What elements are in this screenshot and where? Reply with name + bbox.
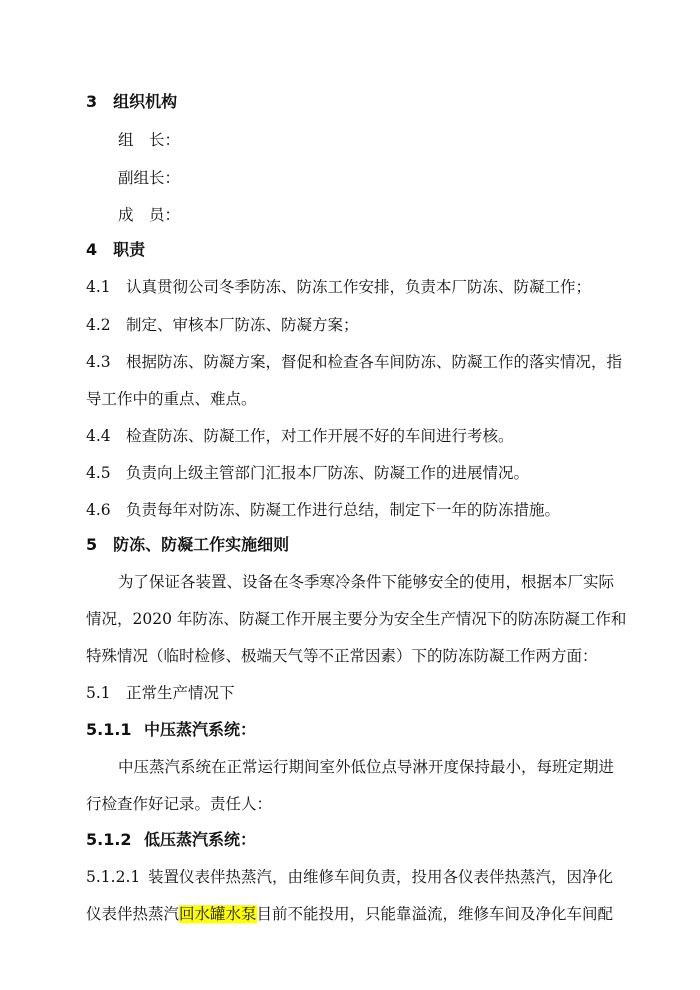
subsection-title: 低压蒸汽系统： bbox=[144, 830, 257, 849]
subsection-5-1-2-heading bbox=[86, 830, 256, 850]
org-leader: 组 长： bbox=[118, 131, 181, 149]
subsection-number: 5.1.1 bbox=[86, 720, 132, 739]
duty-text: 负责每年对防冻、防凝工作进行总结，制定下一年的防冻措施。 bbox=[126, 501, 561, 519]
clause-number: 5.1.2.1 bbox=[86, 868, 141, 886]
duty-text-continuation: 导工作中的重点、难点。 bbox=[86, 390, 257, 408]
duty-text: 认真贯彻公司冬季防冻、防冻工作安排，负责本厂防冻、防凝工作； bbox=[126, 278, 592, 296]
section-title: 防冻、防凝工作实施细则 bbox=[113, 535, 290, 554]
subsection-title: 中压蒸汽系统： bbox=[144, 720, 257, 739]
highlighted-text: 回水罐水泵 bbox=[179, 905, 257, 923]
section-5-heading bbox=[86, 535, 289, 555]
subsection-5-1-heading bbox=[86, 683, 235, 703]
paragraph-line: 行检查作好记录。责任人： bbox=[86, 795, 273, 813]
duty-item bbox=[86, 352, 622, 372]
intro-paragraph-line: 情况，2020 年防冻、防凝工作开展主要分为安全生产情况下的防冻防凝工作和 bbox=[86, 610, 627, 628]
intro-paragraph-line: 为了保证各装置、设备在冬季寒冷条件下能够安全的使用，根据本厂实际 bbox=[118, 573, 615, 591]
paragraph-line: 中压蒸汽系统在正常运行期间室外低位点导淋开度保持最小，每班定期进 bbox=[118, 758, 615, 776]
subsection-number: 5.1.2 bbox=[86, 830, 132, 849]
duty-item bbox=[86, 500, 560, 520]
clause-text: 仪表伴热蒸汽 bbox=[86, 905, 180, 923]
duty-item bbox=[86, 277, 591, 297]
duty-number: 4.4 bbox=[86, 427, 111, 445]
section-title: 组织机构 bbox=[113, 92, 178, 111]
subsection-number: 5.1 bbox=[86, 684, 111, 702]
subsection-title: 正常生产情况下 bbox=[126, 684, 235, 702]
duty-number: 4.3 bbox=[86, 353, 111, 371]
duty-number: 4.2 bbox=[86, 316, 111, 334]
section-3-heading bbox=[86, 92, 177, 112]
duty-item bbox=[86, 315, 359, 335]
duty-text: 根据防冻、防凝方案，督促和检查各车间防冻、防凝工作的落实情况，指 bbox=[126, 353, 623, 371]
clause-5-1-2-1-continuation bbox=[86, 904, 613, 924]
clause-5-1-2-1 bbox=[86, 867, 613, 887]
subsection-5-1-1-heading bbox=[86, 720, 256, 740]
duty-text: 制定、审核本厂防冻、防凝方案； bbox=[126, 316, 359, 334]
duty-item bbox=[86, 426, 514, 446]
section-4-heading bbox=[86, 240, 145, 260]
duty-item bbox=[86, 463, 529, 483]
section-number: 5 bbox=[86, 535, 98, 554]
duty-text: 负责向上级主管部门汇报本厂防冻、防凝工作的进展情况。 bbox=[126, 464, 530, 482]
clause-text: 目前不能投用，只能靠溢流，维修车间及净化车间配 bbox=[256, 905, 614, 923]
section-number: 4 bbox=[86, 240, 98, 259]
duty-number: 4.5 bbox=[86, 464, 111, 482]
section-number: 3 bbox=[86, 92, 98, 111]
section-title: 职责 bbox=[113, 240, 146, 259]
duty-text: 检查防冻、防凝工作，对工作开展不好的车间进行考核。 bbox=[126, 427, 514, 445]
duty-number: 4.6 bbox=[86, 501, 111, 519]
org-members: 成 员： bbox=[118, 206, 181, 224]
org-deputy: 副组长： bbox=[118, 169, 181, 187]
duty-number: 4.1 bbox=[86, 278, 111, 296]
intro-paragraph-line: 特殊情况（临时检修、极端天气等不正常因素）下的防冻防凝工作两方面： bbox=[86, 647, 598, 665]
clause-text: 装置仪表伴热蒸汽，由维修车间负责，投用各仪表伴热蒸汽，因净化 bbox=[148, 868, 614, 886]
